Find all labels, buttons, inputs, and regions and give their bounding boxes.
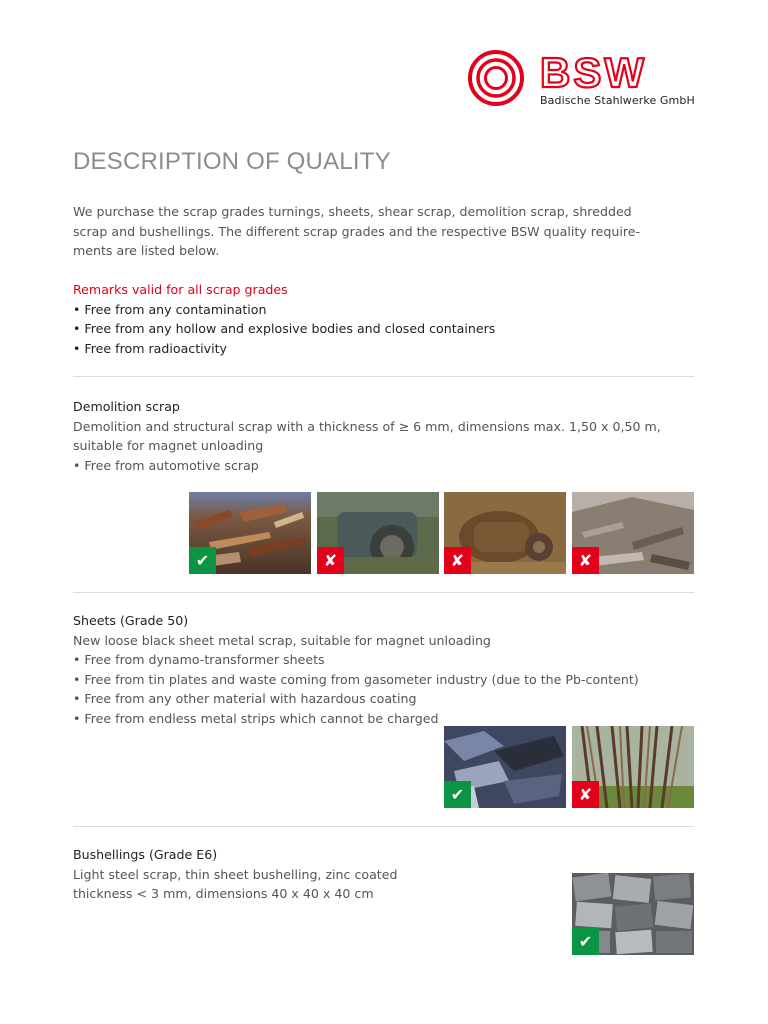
section-line: • Free from tin plates and waste coming from gasometer industry (due to the Pb-content) [73,671,639,687]
rejected-cross-icon: ✘ [572,547,599,574]
demolition-photo-accepted [189,492,311,574]
bushellings-photo-accepted [572,873,694,955]
rejected-cross-icon: ✘ [317,547,344,574]
demolition-photo-rejected [317,492,439,574]
intro-line: We purchase the scrap grades turnings, sheets, shear scrap, demolition scrap, shredded [73,204,632,219]
accepted-checkmark-icon: ✔ [444,781,471,808]
section-line: • Free from endless metal strips which cannot be charged [73,710,439,726]
section-title: Bushellings (Grade E6) [73,847,218,862]
bsw-rings-logo-icon [468,50,534,108]
remark-item: • Free from any contamination [73,301,267,317]
intro-line: ments are listed below. [73,243,220,259]
sheets-photo-rejected [572,726,694,808]
rejected-cross-icon: ✘ [444,547,471,574]
bsw-wordmark [540,54,700,94]
section-demolition [73,397,698,475]
bsw-logo [468,50,704,112]
section-line: thickness < 3 mm, dimensions 40 x 40 x 40 cm [73,886,374,902]
section-title: Sheets (Grade 50) [73,613,189,628]
intro-line: scrap and bushellings. The different scrap grades and the respective BSW quality require- [73,223,641,239]
remark-item: • Free from any hollow and explosive bodies and closed containers [73,321,496,337]
section-title: Demolition scrap [73,399,180,414]
remarks-heading: Remarks valid for all scrap grades [73,282,288,297]
section-line: New loose black sheet metal scrap, suitable for magnet unloading [73,632,491,648]
rejected-cross-icon: ✘ [572,781,599,808]
section-line: • Free from dynamo-transformer sheets [73,652,325,668]
section-line: Light steel scrap, thin sheet bushelling, zinc coated [73,866,398,882]
company-name: Badische Stahlwerke GmbH [540,94,695,107]
divider [73,826,694,827]
remarks-block [73,280,698,358]
demolition-photo-rejected [444,492,566,574]
divider [73,376,694,377]
page-title: DESCRIPTION OF QUALITY [73,148,391,175]
section-sheets [73,611,698,729]
section-line: • Free from any other material with hazardous coating [73,691,417,707]
intro-paragraph [73,202,698,261]
accepted-checkmark-icon: ✔ [189,547,216,574]
section-line: suitable for magnet unloading [73,438,264,454]
remark-item: • Free from radioactivity [73,340,227,356]
sheets-photo-accepted [444,726,566,808]
divider [73,592,694,593]
accepted-checkmark-icon: ✔ [572,928,599,955]
section-line: Demolition and structural scrap with a thickness of ≥ 6 mm, dimensions max. 1,50 x 0,50 m, [73,418,661,434]
section-line: • Free from automotive scrap [73,457,259,473]
svg-text:BSW: BSW [540,54,647,94]
demolition-photo-rejected [572,492,694,574]
